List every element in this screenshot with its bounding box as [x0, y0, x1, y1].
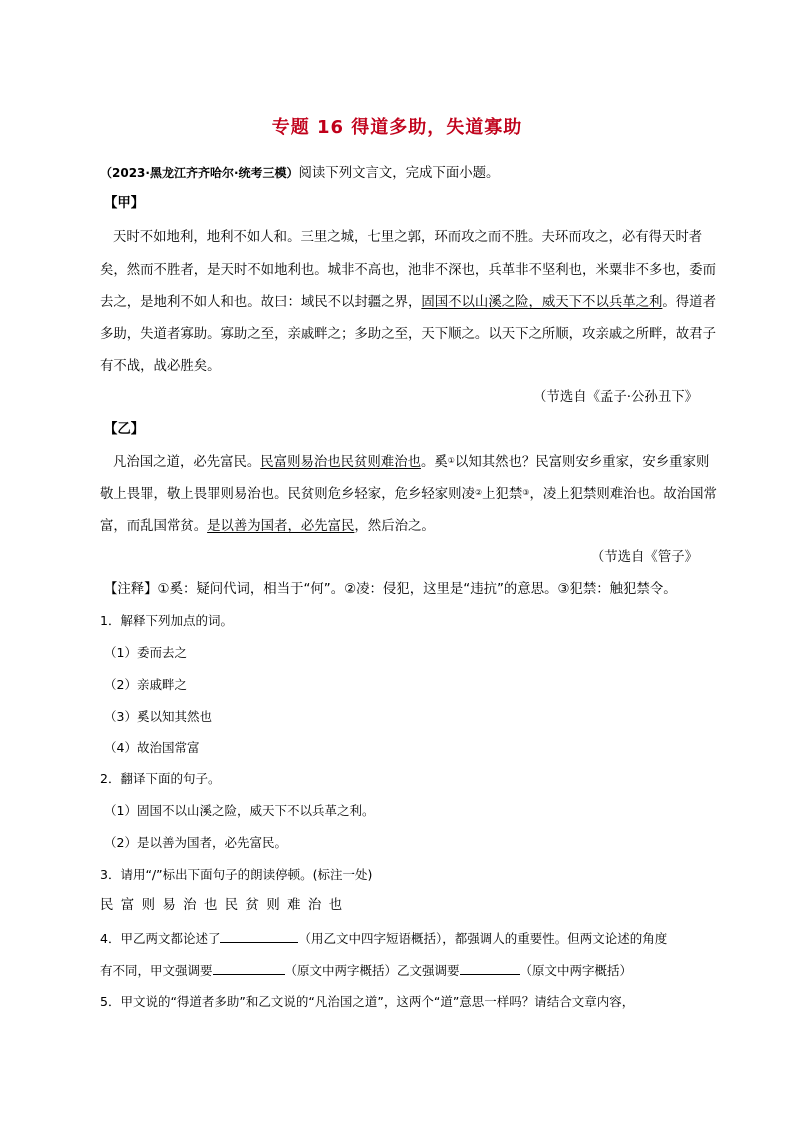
answer-blank[interactable] [213, 960, 285, 975]
question-4-line [100, 960, 632, 981]
text-span: 。奚 [420, 455, 448, 470]
passage-jia-line [100, 293, 716, 313]
question-1-stem: 1．解释下列加点的词。 [100, 613, 233, 628]
question-1-item: （3）奚以知其然也 [104, 709, 212, 724]
question-1-item: （1）委而去之 [104, 645, 187, 660]
text-span: ，凌上犯禁则难治也。故治国常 [529, 487, 717, 502]
question-3-sentence: 民富则易治也民贫则难治也 [100, 898, 350, 913]
passage-jia-line: 多助，失道者寡助。寡助之至，亲戚畔之；多助之至，天下顺之。以天下之所顺，攻亲戚之所畔，故君子 [100, 327, 716, 342]
text-span: 4．甲乙两文都论述了 [100, 931, 221, 946]
underlined-sentence: 民富则易治也民贫则难治也 [260, 455, 421, 470]
passage-jia-citation: （节选自《孟子·公孙丑下》 [533, 390, 698, 405]
text-span: 敬上畏罪，敬上畏罪则易治也。民贫则危乡轻家，危乡轻家则凌 [100, 487, 475, 502]
passage-jia-line: 矣，然而不胜者，是天时不如地利也。城非不高也，池非不深也，兵革非不坚利也，米粟非不多也，委而 [100, 263, 716, 278]
passage-yi-label: 【乙】 [104, 422, 145, 437]
question-2-stem: 2．翻译下面的句子。 [100, 771, 221, 786]
question-5-line: 5．甲文说的“得道者多助”和乙文说的“凡治国之道”，这两个“道”意思一样吗？请结合文章内容， [100, 994, 635, 1009]
passage-yi-citation: （节选自《管子》 [590, 550, 698, 565]
question-1-item: （4）故治国常富 [104, 740, 200, 755]
question-1-item: （2）亲戚畔之 [104, 677, 187, 692]
underlined-sentence: 是以善为国者，必先富民 [207, 519, 355, 534]
passage-yi-line [100, 485, 717, 505]
answer-blank[interactable] [220, 928, 298, 943]
text-span: （原文中两字概括）乙文强调要 [284, 963, 460, 978]
footnote-marker: ① [447, 456, 455, 465]
question-2-item: （2）是以善为国者，必先富民。 [104, 835, 287, 850]
passage-yi-line [113, 453, 709, 473]
annotation-notes: 【注释】①奚：疑问代词，相当于“何”。②凌：侵犯，这里是“违抗”的意思。③犯禁：触犯禁令。 [104, 582, 677, 597]
exam-source: （2023·黑龙江齐齐哈尔·统考三模） [100, 166, 299, 180]
question-3-stem: 3．请用“/”标出下面句子的朗读停顿。(标注一处) [100, 867, 373, 882]
instruction: 阅读下列文言文，完成下面小题。 [298, 166, 500, 181]
footnote-marker: ② [474, 488, 483, 497]
text-span: 。得道者 [662, 295, 716, 310]
passage-jia-label: 【甲】 [104, 196, 145, 211]
text-span: 以知其然也？民富则安乡重家，安乡重家则 [454, 455, 710, 470]
text-span: 凡治国之道，必先富民。 [113, 455, 261, 470]
passage-jia-line: 天时不如地利，地利不如人和。三里之城，七里之郭，环而攻之而不胜。夫环而攻之，必有得天时者 [113, 230, 703, 245]
question-2-item: （1）固国不以山溪之险，威天下不以兵革之利。 [104, 803, 375, 818]
underlined-sentence: 固国不以山溪之险，威天下不以兵革之利 [421, 295, 663, 310]
passage-yi-line [100, 517, 435, 537]
question-4-line [100, 928, 667, 949]
text-span: 富，而乱国常贫。 [100, 519, 208, 534]
text-span: 有不同，甲文强调要 [100, 963, 213, 978]
text-span: （原文中两字概括） [519, 963, 633, 978]
text-span: 上犯禁 [482, 487, 523, 502]
page-title: 专题 16 得道多助，失道寡助 [271, 117, 523, 138]
text-span: （用乙文中四字短语概括），都强调人的重要性。但两文论述的角度 [298, 931, 668, 946]
passage-jia-line: 有不战，战必胜矣。 [100, 359, 221, 374]
text-span: 去之，是地利不如人和也。故曰：域民不以封疆之界， [100, 295, 422, 310]
answer-blank[interactable] [460, 960, 520, 975]
text-span: ，然后治之。 [354, 519, 435, 534]
footnote-marker: ③ [522, 488, 530, 497]
question-source-line [100, 163, 499, 184]
